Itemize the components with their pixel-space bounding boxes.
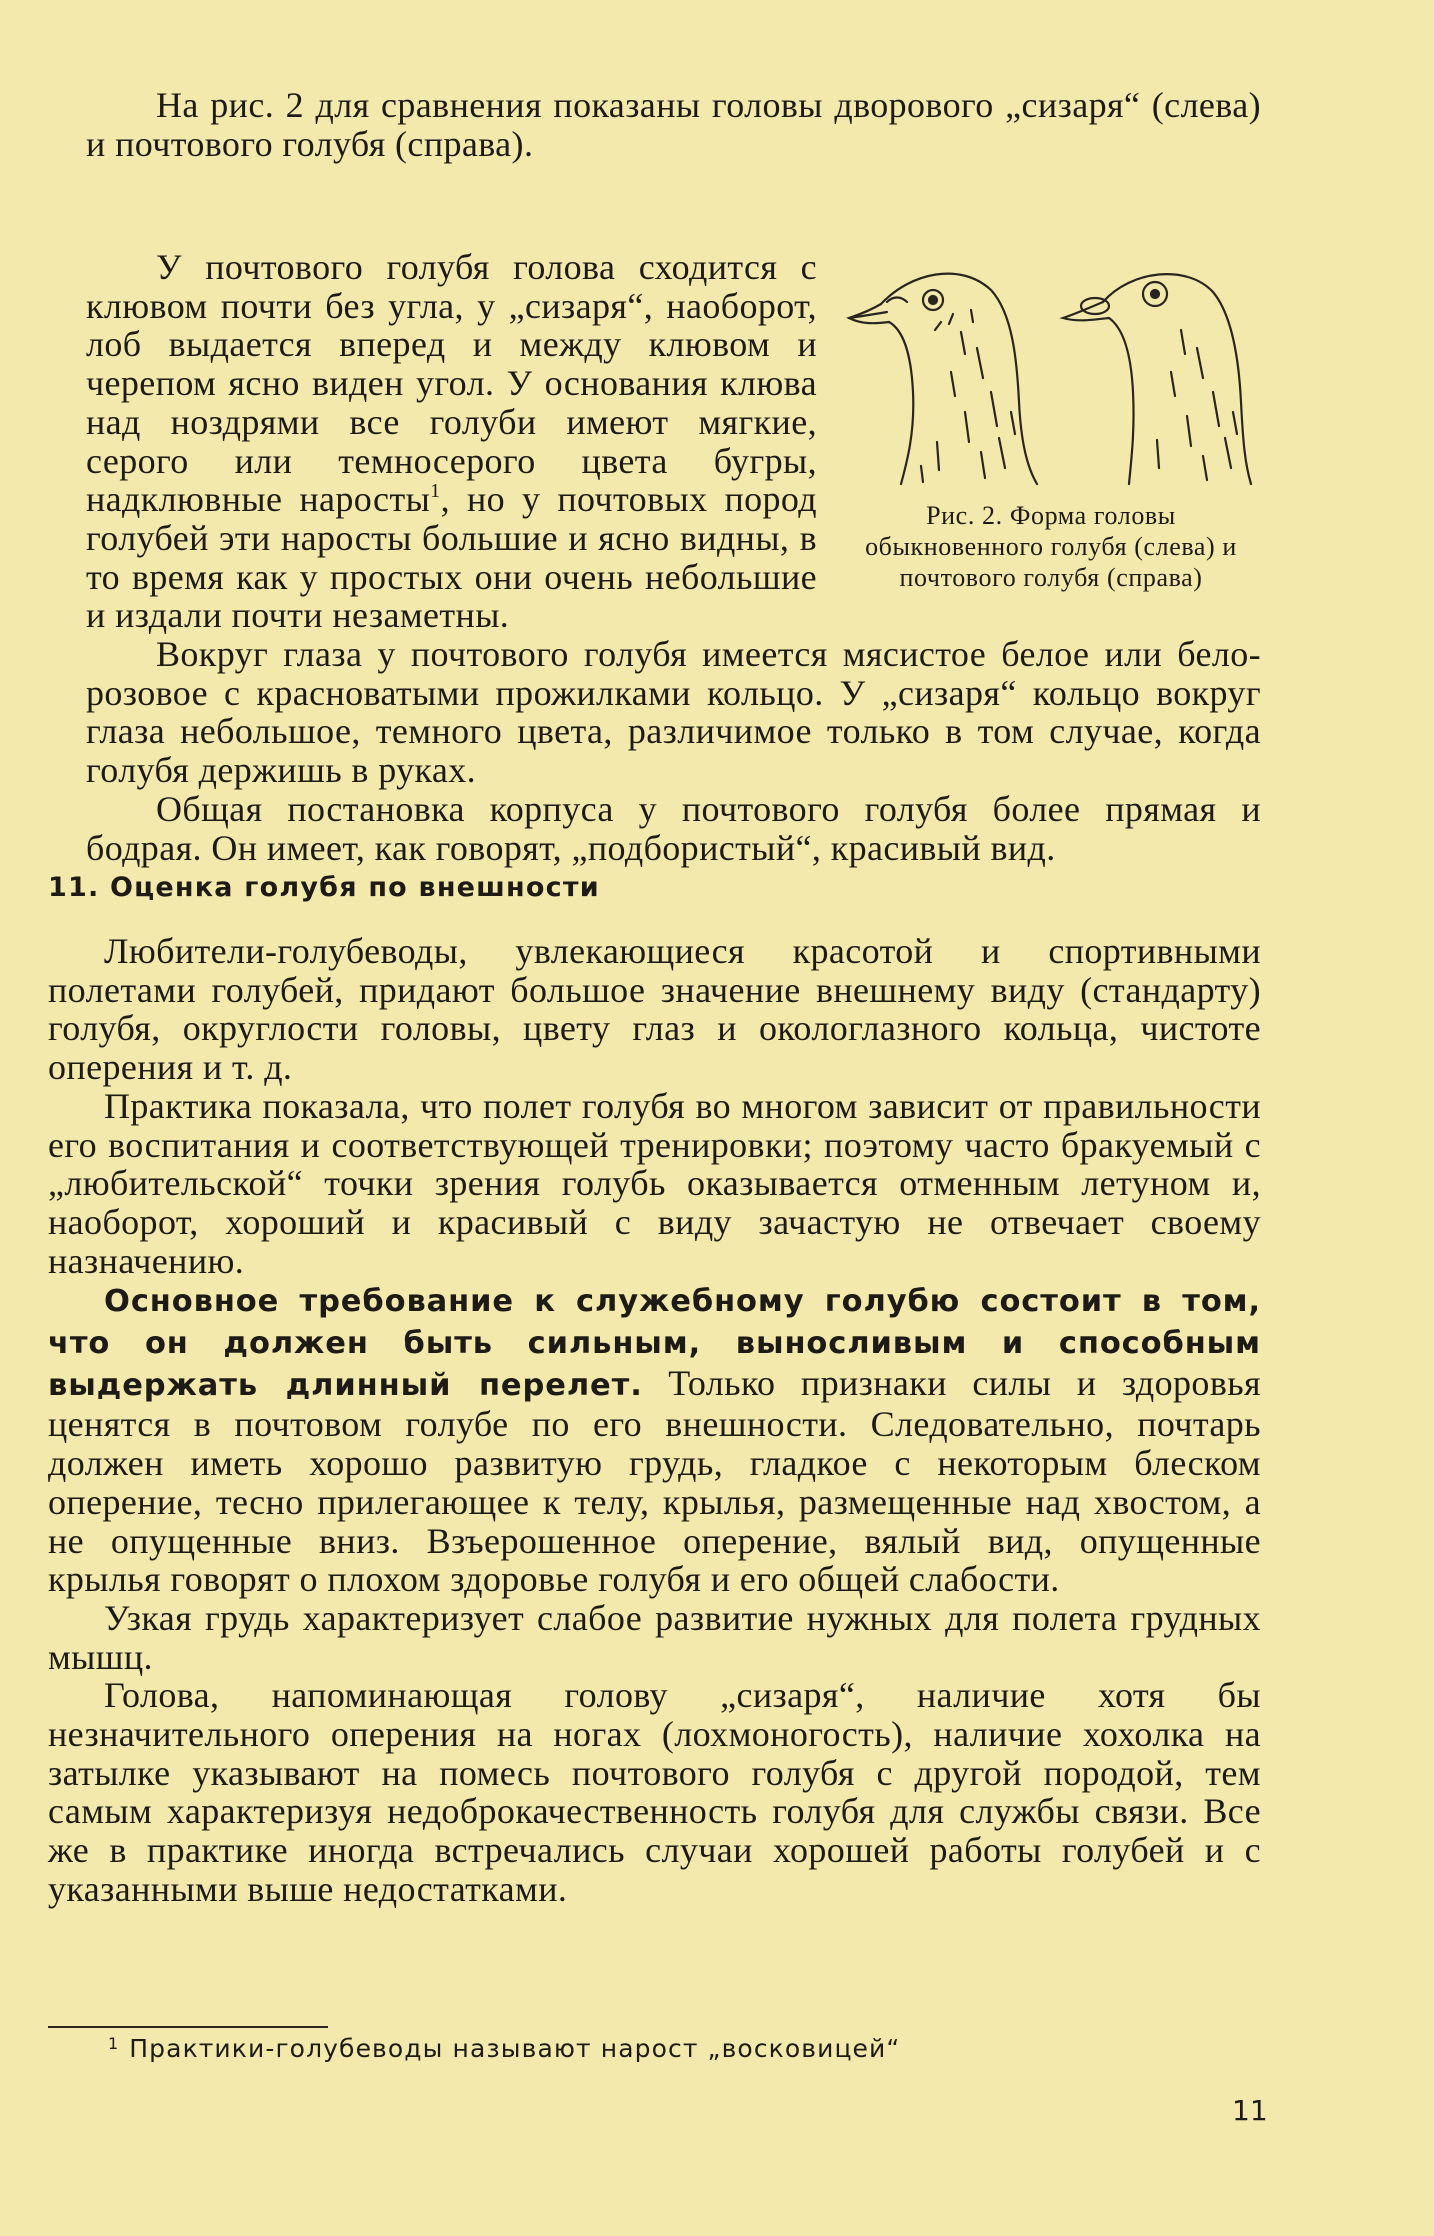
page-number: 11 (1232, 2094, 1268, 2127)
figure-2 (841, 252, 1261, 622)
footnote-mark: 1 (108, 2034, 120, 2053)
paragraph-eye-ring: Вокруг глаза у почтового голубя имеется мясистое белое или бело-розовое с красноватыми прожилками кольцо. У „сизаря“ кольцо вокруг глаза небольшое, темного цвета, различимое только в том случае, когда голубя держишь в руках. (86, 634, 1261, 791)
paragraph-posture: Общая постановка корпуса у почтового голубя более прямая и бодрая. Он имеет, как говорят, „подбористый“, красивый вид. (86, 788, 1261, 868)
section-paragraph-5: Голова, напоминающая голову „сизаря“, наличие хотя бы незначительного оперения на ногах (лохмоногость), наличие хохолка на затылке указывают на помесь почтового голубя с другой породой, тем самым характеризуя недоброкачественность голубя для службы связи. Все же в практике иногда встречались случаи хорошей работы голубей и с указанными выше недостатками. (48, 1675, 1261, 1909)
section-paragraph-4: Узкая грудь характеризует слабое развитие нужных для полета грудных мышц. (48, 1597, 1261, 1677)
wrapped-text-block (86, 248, 1261, 867)
intro-paragraph: На рис. 2 для сравнения показаны головы дворового „сизаря“ (слева) и почтового голубя (справа). (86, 85, 1261, 164)
section-paragraph-3 (48, 1280, 1261, 1599)
section-heading: 11. Оценка голубя по внешности (48, 872, 600, 903)
pigeon-head-common-icon (849, 274, 1037, 484)
section-paragraph-1: Любители-голубеводы, увлекающиеся красотой и спортивными полетами голубей, придают большое значение внешнему виду (стандарту) голубя, округлости головы, цвету глаз и окологлазного кольца, чистоте оперения и т. д. (48, 931, 1261, 1088)
paragraph-beak-text-rest: , но у почтовых пород голубей эти наросты большие и ясно видны, в то время как у простых они очень небольшие и издали почти незаметны. (86, 479, 817, 636)
intro-block (86, 86, 1261, 163)
figure-caption: Рис. 2. Форма головы обыкновенного голубя (слева) и почтового голубя (справа) (865, 501, 1237, 592)
footnote (108, 2034, 900, 2063)
footnote-text: Практики-голубеводы называют нарост „восковицей“ (129, 2034, 901, 2063)
paragraph-beak-text: У почтового голубя голова сходится с клювом почти без угла, у „сизаря“, наоборот, лоб выдается вперед и между клювом и черепом ясно виден угол. У основания клюва над ноздрями все голуби имеют мягкие, серого или темносерого цвета бугры, надклювные наросты (86, 247, 817, 520)
section-paragraph-2: Практика показала, что полет голубя во многом зависит от правильности его воспитания и соответствующей тренировки; поэтому часто бракуемый с „любительской“ точки зрения голубь оказывается отменным летуном и, наоборот, хороший и красивый с виду зачастую не отвечает своему назначению. (48, 1085, 1261, 1281)
key-requirement-text: Основное требование к служебному голубю состоит в том, что он должен быть сильным, выносливым и способным выдержать длинный перелет. (48, 1284, 1261, 1403)
footnote-reference: 1 (430, 480, 441, 503)
footnote-divider (48, 2026, 328, 2028)
section-body (48, 932, 1261, 1909)
pigeon-head-homing-icon (1063, 274, 1251, 484)
section-paragraph-3-rest: Только признаки силы и здоровья ценятся в почтовом голубе по его внешности. Следовательно, почтарь должен иметь хорошо развитую грудь, гладкое с некоторым блеском оперение, тесно прилегающее к телу, крылья, размещенные над хвостом, а не опущенные вниз. Взъерошенное оперение, вялый вид, опущенные крылья говорят о плохом здоровье голубя и его общей слабости. (48, 1362, 1261, 1600)
pigeon-heads-illustration (841, 252, 1261, 492)
